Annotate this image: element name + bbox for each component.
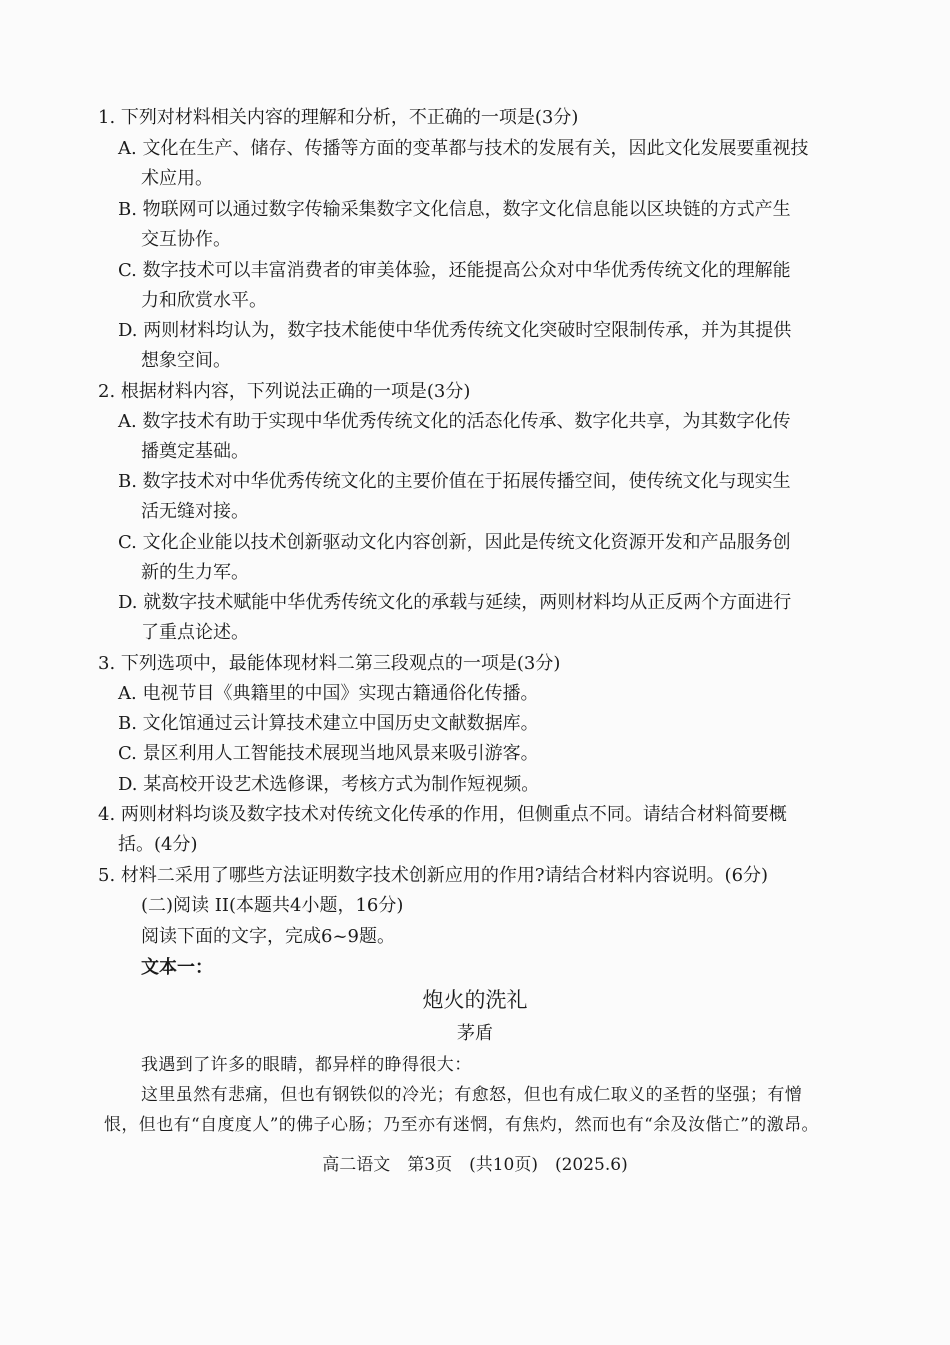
q2-option-a-cont: 播奠定基础。: [141, 441, 249, 462]
section-heading: (二)阅读 II(本题共4小题，16分): [141, 895, 404, 916]
q3-option-c: C. 景区利用人工智能技术展现当地风景来吸引游客。: [118, 743, 539, 764]
article-line-2: 这里虽然有悲痛，但也有钢铁似的冷光；有愈怒，但也有成仁取义的圣哲的坚强；有憎: [141, 1085, 803, 1105]
section-instruction: 阅读下面的文字，完成6~9题。: [141, 926, 395, 947]
q1-option-c: C. 数字技术可以丰富消费者的审美体验，还能提高公众对中华优秀传统文化的理解能: [118, 260, 791, 281]
q2-option-b-cont: 活无缝对接。: [141, 501, 249, 522]
question-2-stem: 2. 根据材料内容，下列说法正确的一项是(3分): [98, 381, 471, 402]
question-4-stem: 4. 两则材料均谈及数字技术对传统文化传承的作用，但侧重点不同。请结合材料简要概: [98, 804, 787, 825]
question-4-stem-cont: 括。(4分): [118, 834, 198, 855]
q3-option-b: B. 文化馆通过云计算技术建立中国历史文献数据库。: [118, 713, 539, 734]
q1-option-c-cont: 力和欣赏水平。: [141, 290, 267, 311]
question-3-stem: 3. 下列选项中，最能体现材料二第三段观点的一项是(3分): [98, 653, 561, 674]
q3-option-d: D. 某高校开设艺术选修课，考核方式为制作短视频。: [118, 774, 540, 795]
q1-option-b: B. 物联网可以通过数字传输采集数字文化信息，数字文化信息能以区块链的方式产生: [118, 199, 791, 220]
q3-option-a: A. 电视节目《典籍里的中国》实现古籍通俗化传播。: [118, 683, 539, 704]
question-1-stem: 1. 下列对材料相关内容的理解和分析，不正确的一项是(3分): [98, 107, 579, 128]
q1-option-d-cont: 想象空间。: [141, 350, 231, 371]
question-5-stem: 5. 材料二采用了哪些方法证明数字技术创新应用的作用?请结合材料内容说明。(6分): [98, 865, 769, 886]
article-author: 茅盾: [457, 1023, 493, 1044]
page-footer: 高二语文 第3页 (共10页) (2025.6): [322, 1155, 628, 1175]
article-line-1: 我遇到了许多的眼睛，都异样的睁得很大：: [141, 1055, 472, 1075]
q1-option-a-cont: 术应用。: [141, 168, 213, 189]
q2-option-a: A. 数字技术有助于实现中华优秀传统文化的活态化传承、数字化共享，为其数字化传: [118, 411, 791, 432]
q2-option-c: C. 文化企业能以技术创新驱动文化内容创新，因此是传统文化资源开发和产品服务创: [118, 532, 791, 553]
q2-option-c-cont: 新的生力军。: [141, 562, 249, 583]
text-label: 文本一：: [141, 957, 213, 978]
q2-option-d: D. 就数字技术赋能中华优秀传统文化的承载与延续，两则材料均从正反两个方面进行: [118, 592, 792, 613]
q1-option-b-cont: 交互协作。: [141, 229, 231, 250]
article-line-3: 恨，但也有“自度度人”的佛子心肠；乃至亦有迷惘，有焦灼，然而也有“余及汝偕亡”的激昂。: [104, 1115, 819, 1135]
q2-option-d-cont: 了重点论述。: [141, 622, 249, 643]
article-title: 炮火的洗礼: [422, 988, 528, 1012]
q1-option-d: D. 两则材料均认为，数字技术能使中华优秀传统文化突破时空限制传承，并为其提供: [118, 320, 792, 341]
q1-option-a: A. 文化在生产、储存、传播等方面的变革都与技术的发展有关，因此文化发展要重视技: [118, 138, 809, 159]
q2-option-b: B. 数字技术对中华优秀传统文化的主要价值在于拓展传播空间，使传统文化与现实生: [118, 471, 791, 492]
